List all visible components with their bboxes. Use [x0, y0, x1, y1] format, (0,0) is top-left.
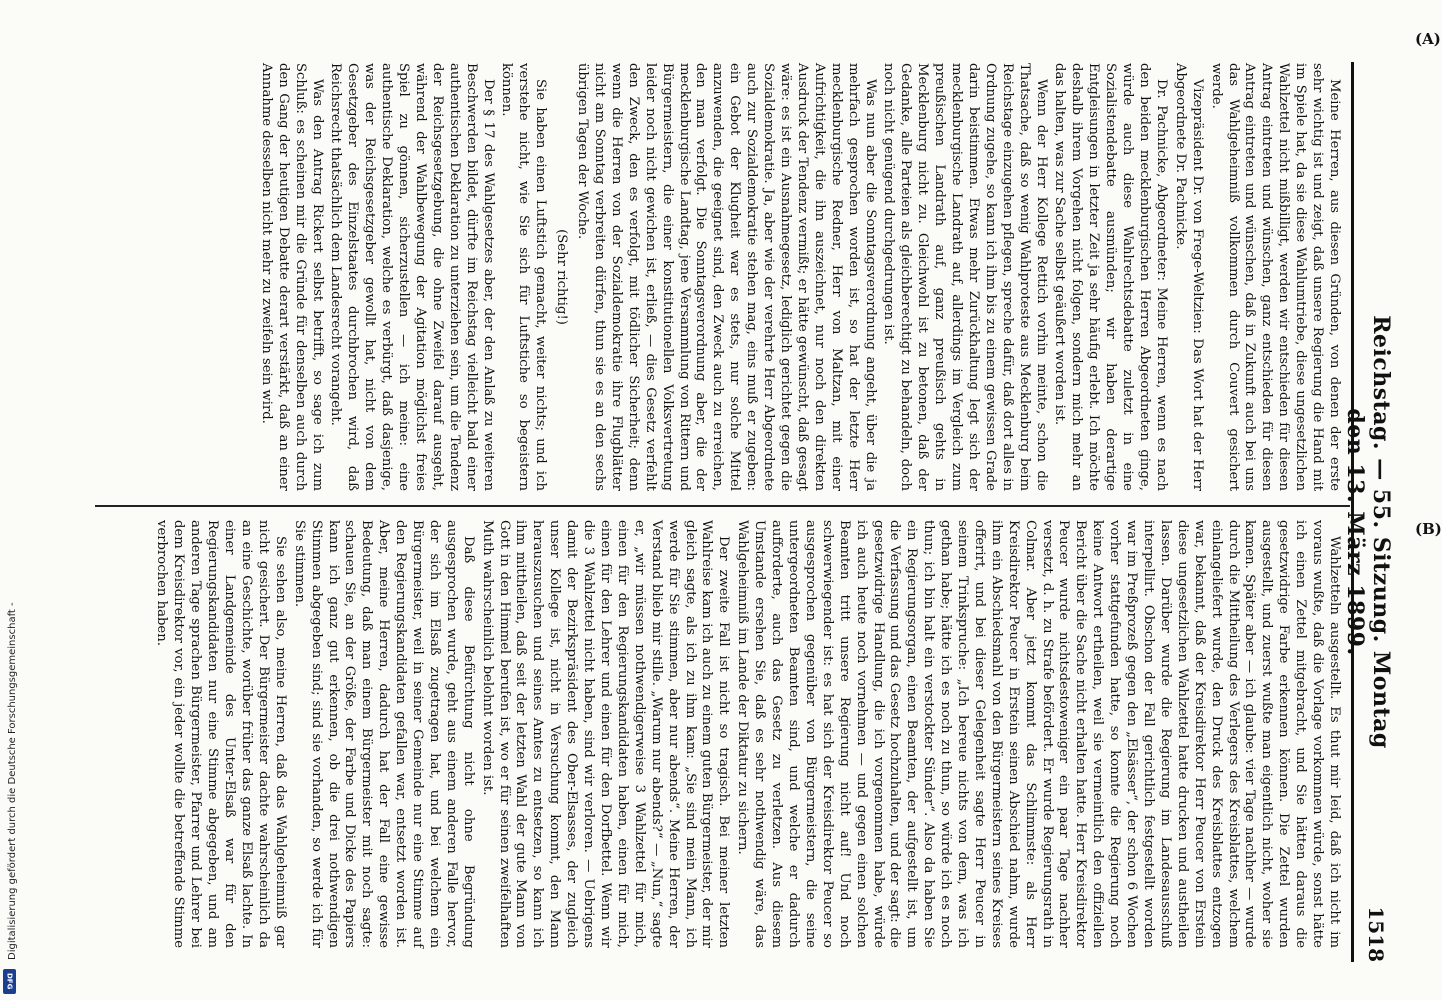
paragraph: Sie haben einen Luftstich gemacht, weiter nichts; und ich verstehe nicht, wie Sie sich für Luftstiche so begeistern können. — [499, 63, 549, 491]
paragraph: Wahlzetteln ausgestellt. Es thut mir leid, daß ich nicht im voraus wußte, daß die Vorlage vorkommen würde, sonst hätte ich einen Zettel mitgebracht, und Sie hätten daraus die gesetzwidrige Farbe erkennen können. Die Zettel wurden ausgestellt, und zuerst wußte man eigentlich nicht, woher sie kamen. Später aber — ich glaube: vier Tage nachher — wurde durch die Mittheilung des Verlegers des Kreisblattes, welchem einlangeliefert wurde, den Druck des Kreisblattes entzogen war, bekannt, daß der Kreisdirektor Herr Peucer von Erstein diese ungesetzlichen Wahlzettel hatte drucken und austheilen lassen. Darüber wurde die Regierung im Landesausschuß interpellirt. Obschon der Fall gerichtlich festgestellt worden war im Preßprozeß gegen den „Elsässer“, der schon 6 Wochen vorher stattgefunden hatte, so konnte die Regierung noch keine Antwort ertheilen, weil sie vermeintlich den offiziellen Bericht über die Sache nicht erhalten hatte. Herr Kreisdirektor Peucer wurde nichtsdestoweniger ein paar Tage nachher versetzt, d. h. zu Strafe befördert. Er wurde Regierungsrath in Colmar. Aber jetzt kommt das Schlimmste: als Herr Kreisdirektor Peucer in Erstein seinen Abschied nahm, wurde ihm ein Abschiedsmahl von den Bürgermeistern seines Kreises offerirt, und bei dieser Gelegenheit sagte Herr Peucer in seinem Trinkspruche: „Ich bereue nichts von dem, was ich gethan habe; hätte ich es noch zu thun, so würde ich es noch thun; ich bin halt ein verstockter Sünder“. Also da haben Sie ein Regierungsorgan, einen Beamten, der aufgestellt ist, um die Verfassung und das Gesetz hochzuhalten, und der sagt: die gesetzwidrige Handlung, die ich vorgenommen habe, würde ich auch heute noch vornehmen — und gegen einen solchen Beamten tritt unsere Regierung nicht auf! Und noch schwerwiegender ist: es hat sich der Kreisdirektor Peucer so ausgesprochen gegenüber von Bürgermeistern, die seine untergeordneten Beamten sind, und welche er dadurch aufforderte, auch das Gesetz zu verletzen. Aus diesem Umstande ersehen Sie, daß es sehr nothwendig wäre, das Wahlgeheimniß im Lande der Diktatur zu sichern. — [735, 520, 1342, 948]
margin-marker-b: (B) — [1415, 520, 1442, 538]
paragraph: Was den Antrag Rickert selbst betrifft, so sage ich zum Schluß: es scheinen mir die Gründe für denselben auch durch den Gang der heutigen Debatte derart verstärkt, daß an einer Annahme desselben nicht mehr zu zweifeln sein wird. — [258, 63, 325, 491]
paragraph: Dr. Pachnicke, Abgeordneter: Meine Herren, wenn es nach den beiden mecklenburgischen Herren Abgeordneten ginge, würde auch diese Wahlrechtsdebatte zuletzt in eine Sozialistendebatte ausmünden; wir haben derartige Entgleisungen in letzter Zeit ja sehr häufig erlebt. Ich möchte deshalb ihrem Vorgehen nicht folgen, sondern mich mehr an das halten, was zur Sache selbst geäußert worden ist. — [1052, 63, 1169, 491]
credit-text: Digitalisierung gefördert durch die Deutsche Forschungsgemeinschaft - — [7, 602, 18, 960]
paragraph: Sie sehen also, meine Herren, daß das Wahlgeheimniß gar nicht gesichert. Der Bürgermeister dachte wahrscheinlich da an eine Geschichte, worüber früher das ganze Elsaß lachte. In einer Landgemeinde des Unter-Elsaß war für den Regierungskandidaten nur eine Stimme abgegeben, und am anderen Tage sprachen Bürgermeister, Pfarrer und Lehrer bei dem Kreisdirektor vor, ein jeder wollte die betreffende Stimme verbrochen haben. — [154, 520, 288, 948]
paragraph: Der zweite Fall ist nicht so tragisch. Bei meiner letzten Wahlreise kam ich auch zu einem guten Bürgermeister, der mir gleich sagte, als ich zu ihm kam: „Sie sind mein Mann, ich werde für Sie stimmen, aber nur abends“. Meine Herren, der Verstand blieb mir stille. „Warum nur abends?“ — „Nun,“ sagte er, „wir müssen nothwendigerweise 3 Wahlzettel für mich, einen für den Regierungskandidaten haben, einen für mich, einen für den Lehrer und einen für den Dorfbettel. Wenn wir die 3 Wahlzettel nicht haben, sind wir verloren. — Uebrigens damit der Bezirkspräsident des Ober-Elsasses, der zugleich unser Kollege ist, nicht in Versuchung kommt, den Mann herauszusuchen und seines Amtes zu entsetzen, so kann ich ihm mittheilen, daß seit der letzten Wahl der gute Mann von Gott in den Himmel berufen ist, wo er für seinen zweifelhaften Muth wahrscheinlich belohnt worden ist. — [479, 520, 732, 948]
dfg-logo-icon: DFG — [3, 969, 16, 994]
page-title: Reichstag. — 55. Sitzung. Montag den 13. März 1899. — [1342, 315, 1394, 749]
paragraph: Wenn der Herr Kollege Rettich vorhin meinte, schon die Thatsache, daß so wenig Wahlproteste aus Mecklenburg beim Reichstage einzugehen pflegen, spreche dafür, daß dort alles in Ordnung zugehe, so kann ich ihm bis zu einem gewissen Grade darin beistimmen. Etwas mehr Zurückhaltung legt sich der mecklenburgische Landrath auf, allerdings im Vergleich zum preußischen Landrath auf, ganz preußisch gehts in Mecklenburg nicht zu. Gleichwohl ist zu betonen, daß der Gedanke, alle Parteien als gleichberechtigt zu behandeln, doch noch nicht genügend durchgedrungen ist. — [881, 63, 1049, 491]
paragraph: Was nun aber die Sonntagsverordnung angeht, über die ja mehrfach gesprochen worden ist, so hat der letzte Herr mecklenburgische Redner, Herr von Maltzan, mit einer Aufrichtigkeit, die ihn auszeichnet, nur noch den direkten Ausdruck der Tendenz vermißt; er hätte gewünscht, daß gesagt wäre: es ist ein Ausnahmegesetz, lediglich gerichtet gegen die Sozialdemokratie. Ja, aber wie der verehrte Herr Abgeordnete auch zur Sozialdemokratie stehen mag, eins muß er zugeben: ein Gebot der Klugheit war es stets, nur solche Mittel anzuwenden, die geeignet sind, den Zweck auch zu erreichen, den man verfolgt. Die Sonntagsverordnung aber, die der mecklenburgische Landtag, jene Versammlung von Rittern und Bürgermeistern, die einer konstitutionellen Volksvertretung leider noch nicht gewichen ist, erließ, — dies Gesetz verfehlt den Zweck, den es verfolgt, mit tödlicher Sicherheit; denn wenn die Herren von der Sozialdemokratie ihre Flugblätter nicht am Sonntag verbreiten dürfen, thun sie es an den sechs übrigen Tagen der Woche. — [575, 63, 878, 491]
paragraph: Vizepräsident Dr. von Frege-Weltzien: Das Wort hat der Herr Abgeordnete Dr. Pachnicke. — [1172, 63, 1205, 491]
page-number: 1518 — [1364, 906, 1388, 962]
header-rule — [1351, 62, 1354, 962]
column-divider — [95, 505, 1350, 507]
paragraph: (Sehr richtig!) — [554, 229, 570, 325]
text-column-left — [92, 520, 1342, 948]
paragraph: Meine Herren, aus diesen Gründen, von denen der erste sehr wichtig ist und zeigt, daß unsere Regierung die Hand mit im Spiele hat, da sie diese Wahlumtriebe, diese ungesetzlichen Wahlzettel nicht mißbilligt, werden wir entschieden für diesen Antrag eintreten und wünschen, ganz entschieden für diesen Antrag eintreten und wünschen, daß in Zukunft auch bei uns das Wahlgeheimniß vollkommen durch Couvert gesichert werde. — [1208, 63, 1342, 491]
paragraph: Daß diese Befürchtung nicht ohne Begründung ausgesprochen wurde, geht aus einem anderen Falle hervor, der sich im Elsaß zugetragen hat, und bei welchem ein Bürgermeister, weil in seiner Gemeinde nur eine Stimme auf den Regierungskandidaten gefallen war, entsetzt worden ist. Aber, meine Herren, dadurch hat der Fall eine gewisse Bedeutung, daß man einem Bürgermeister mit noch sagte: schauen Sie, an der Größe, der Farbe und Dicke des Papiers kann ich ganz gut erkennen, ob die drei nothwendigen Stimmen abgegeben sind; sind sie vorhanden, so werde ich für Sie stimmen. — [291, 520, 476, 948]
margin-marker-a: (A) — [1415, 30, 1441, 48]
paragraph: Der § 17 des Wahlgesetzes aber, der den Anlaß zu weiteren Beschwerden bildet, dürfte im Reichstag vielleicht bald einer authentischen Deklaration zu unterziehen sein, um die Tendenz der Reichsgesetzgebung, die ohne Zweifel darauf ausgeht, während der Wahlbewegung der Agitation möglichst freies Spiel zu gönnen, sicherzustellen — ich meine: eine authentische Deklaration, welche es verbürgt, daß dasjenige, was der Reichsgesetzgeber gewollt hat, nicht von dem Gesetzgeber des Einzelstaates durchbrochen wird, daß Reichsrecht thatsächlich dem Landesrecht vorangeht. — [328, 63, 496, 491]
text-column-right — [92, 63, 1342, 491]
page-header — [1342, 62, 1394, 962]
